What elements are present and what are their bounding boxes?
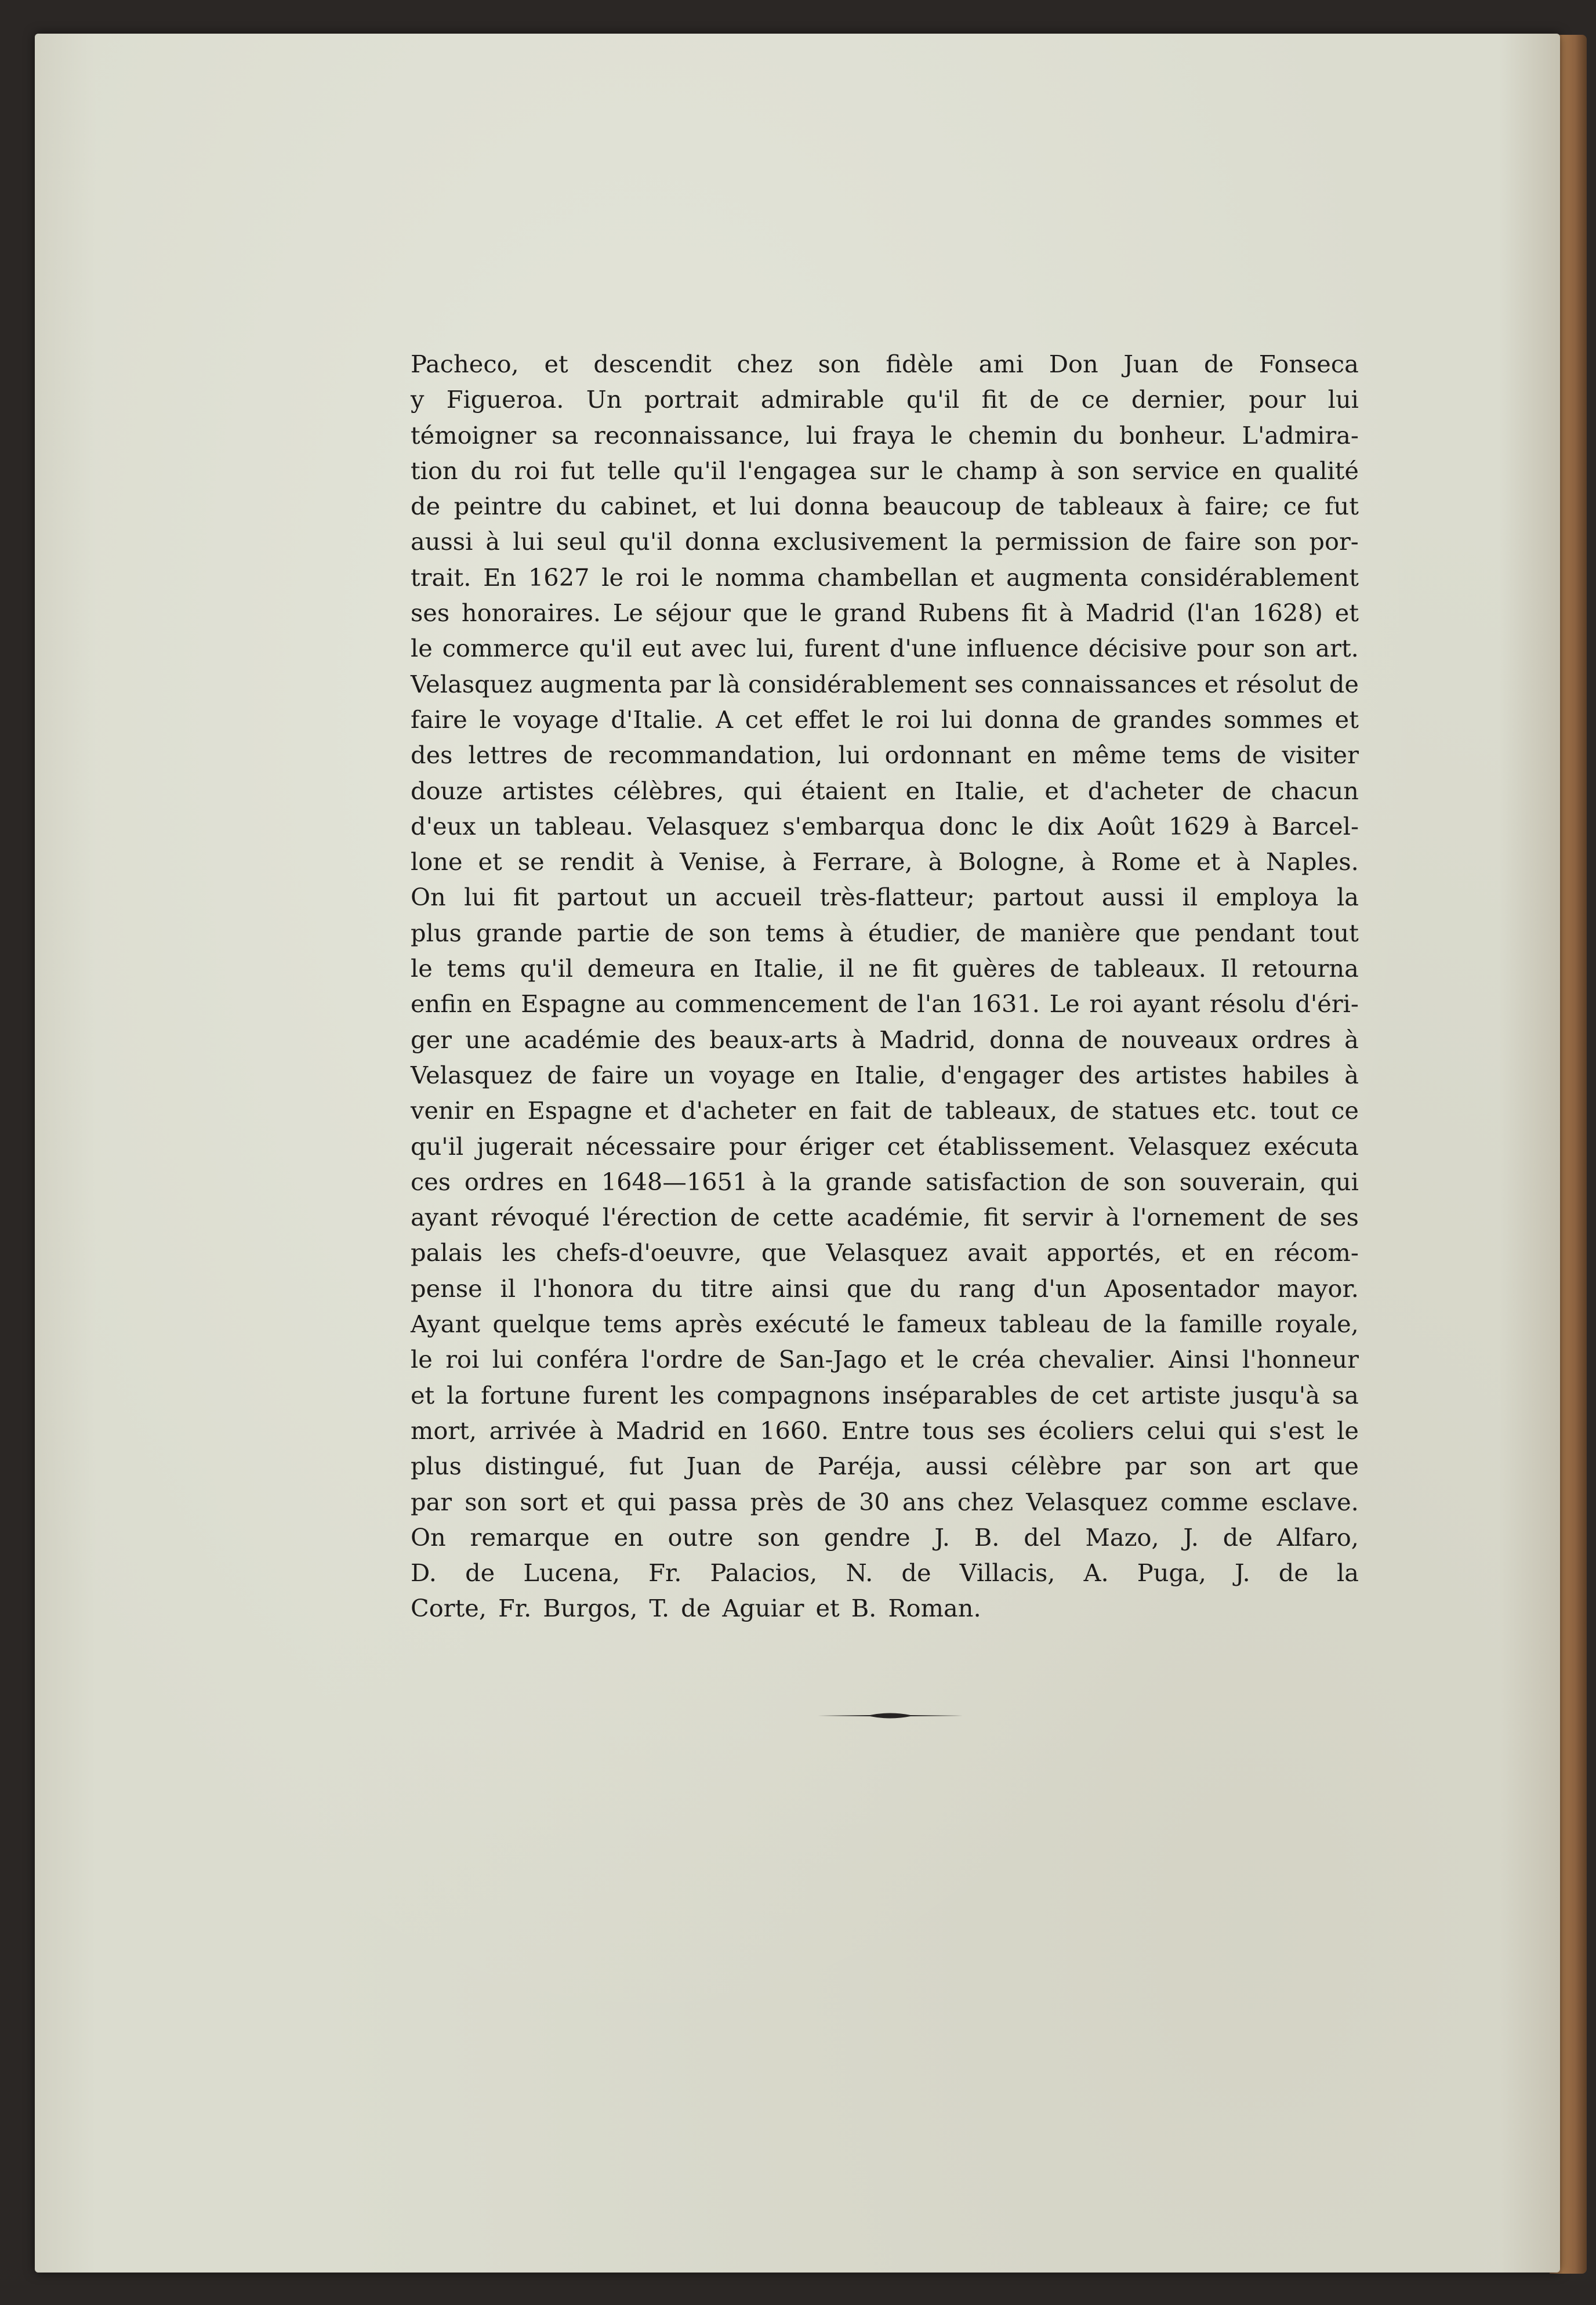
- text-line: qu'il jugerait nécessaire pour ériger cet établissement. Velasquez exécuta: [411, 1132, 1359, 1161]
- text-line: trait. En 1627 le roi le nomma chambellan et augmenta considérablement: [411, 563, 1359, 592]
- text-line: Pacheco, et descendit chez son fidèle ami Don Juan de Fonseca: [411, 350, 1359, 378]
- text-line: palais les chefs-d'oeuvre, que Velasquez avait apportés, et en récom-: [411, 1238, 1359, 1267]
- text-line: Corte, Fr. Burgos, T. de Aguiar et B. Roman.: [411, 1594, 981, 1623]
- text-line: ces ordres en 1648—1651 à la grande satisfaction de son souverain, qui: [411, 1167, 1359, 1196]
- text-line: y Figueroa. Un portrait admirable qu'il fit de ce dernier, pour lui: [411, 385, 1359, 414]
- text-line: le tems qu'il demeura en Italie, il ne fit guères de tableaux. Il retourna: [411, 954, 1359, 983]
- text-line: plus grande partie de son tems à étudier, de manière que pendant tout: [411, 918, 1359, 947]
- text-line: plus distingué, fut Juan de Paréja, aussi célèbre par son art que: [411, 1452, 1359, 1481]
- text-line: On lui fit partout un accueil très-flatteur; partout aussi il employa la: [411, 883, 1359, 912]
- text-line: pense il l'honora du titre ainsi que du rang d'un Aposentador mayor.: [411, 1274, 1359, 1303]
- text-line: tion du roi fut telle qu'il l'engagea sur le champ à son service en qualité: [411, 456, 1359, 485]
- text-line: lone et se rendit à Venise, à Ferrare, à Bologne, à Rome et à Naples.: [411, 847, 1359, 876]
- text-line: Velasquez de faire un voyage en Italie, d'engager des artistes habiles à: [411, 1060, 1359, 1089]
- text-line: Ayant quelque tems après exécuté le fameux tableau de la famille royale,: [411, 1310, 1359, 1339]
- text-line: enfin en Espagne au commencement de l'an 1631. Le roi ayant résolu d'éri-: [411, 990, 1359, 1019]
- text-line: par son sort et qui passa près de 30 ans chez Velasquez comme esclave.: [411, 1487, 1359, 1516]
- text-line: Velasquez augmenta par là considérablement ses connaissances et résolut de: [411, 669, 1359, 698]
- text-line: d'eux un tableau. Velasquez s'embarqua donc le dix Août 1629 à Barcel-: [411, 811, 1359, 840]
- text-line: aussi à lui seul qu'il donna exclusivement la permission de faire son por-: [411, 527, 1359, 556]
- text-line: témoigner sa reconnaissance, lui fraya le chemin du bonheur. L'admira-: [411, 421, 1359, 450]
- text-line: de peintre du cabinet, et lui donna beaucoup de tableaux à faire; ce fut: [411, 492, 1359, 521]
- text-line: D. de Lucena, Fr. Palacios, N. de Villacis, A. Puga, J. de la: [411, 1559, 1359, 1588]
- text-line: ger une académie des beaux-arts à Madrid, donna de nouveaux ordres à: [411, 1025, 1359, 1054]
- text-line: douze artistes célèbres, qui étaient en Italie, et d'acheter de chacun: [411, 776, 1359, 805]
- text-line: ayant révoqué l'érection de cette académie, fit servir à l'ornement de ses: [411, 1203, 1359, 1232]
- text-line: le commerce qu'il eut avec lui, furent d'une influence décisive pour son art.: [411, 634, 1359, 663]
- text-line: et la fortune furent les compagnons inséparables de cet artiste jusqu'à sa: [411, 1380, 1359, 1409]
- end-ornament-icon: [818, 1709, 963, 1723]
- body-text: [411, 346, 1359, 1626]
- text-line: mort, arrivée à Madrid en 1660. Entre tous ses écoliers celui qui s'est le: [411, 1416, 1359, 1445]
- text-line: des lettres de recommandation, lui ordonnant en même tems de visiter: [411, 741, 1359, 770]
- text-line: On remarque en outre son gendre J. B. del Mazo, J. de Alfaro,: [411, 1523, 1359, 1552]
- text-line: le roi lui conféra l'ordre de San-Jago et le créa chevalier. Ainsi l'honneur: [411, 1345, 1359, 1374]
- text-line: ses honoraires. Le séjour que le grand Rubens fit à Madrid (l'an 1628) et: [411, 599, 1359, 628]
- text-line: venir en Espagne et d'acheter en fait de tableaux, de statues etc. tout ce: [411, 1096, 1359, 1125]
- text-line: faire le voyage d'Italie. A cet effet le roi lui donna de grandes sommes et: [411, 705, 1359, 734]
